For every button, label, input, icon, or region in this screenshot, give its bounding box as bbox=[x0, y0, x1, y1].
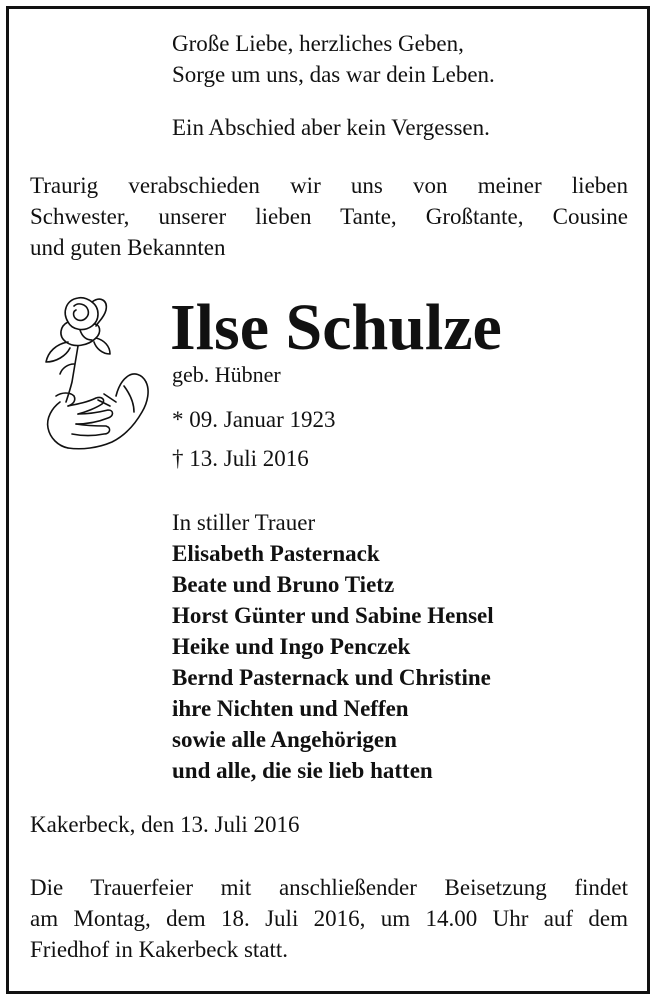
funeral-notice bbox=[30, 872, 628, 965]
maiden-name: geb. Hübner bbox=[172, 362, 281, 387]
mourner-name: ihre Nichten und Neffen bbox=[172, 696, 409, 721]
birth-date: * 09. Januar 1923 bbox=[172, 407, 336, 432]
verse-line-3: Ein Abschied aber kein Vergessen. bbox=[172, 115, 490, 140]
verse-line-1: Große Liebe, herzliches Geben, bbox=[172, 31, 464, 56]
mourner-name: Elisabeth Pasternack bbox=[172, 541, 380, 566]
mourners-list bbox=[172, 507, 494, 786]
death-date: † 13. Juli 2016 bbox=[172, 446, 309, 471]
mourner-name: Horst Günter und Sabine Hensel bbox=[172, 603, 494, 628]
obituary-border bbox=[6, 6, 650, 994]
mourner-name: Beate und Bruno Tietz bbox=[172, 572, 395, 597]
mourner-name: Bernd Pasternack und Christine bbox=[172, 665, 491, 690]
funeral-line-3: Friedhof in Kakerbeck statt. bbox=[30, 937, 289, 962]
intro-line-2: Schwester, unserer lieben Tante, Großtante, Cousine bbox=[30, 204, 628, 229]
intro-line-3: und guten Bekannten bbox=[30, 235, 226, 260]
verse-line-2: Sorge um uns, das war dein Leben. bbox=[172, 62, 495, 87]
intro-text bbox=[30, 170, 628, 263]
intro-line-1: Traurig verabschieden wir uns von meiner lieben bbox=[30, 173, 628, 198]
verse bbox=[172, 28, 495, 90]
funeral-line-2: am Montag, dem 18. Juli 2016, um 14.00 Uhr auf dem bbox=[30, 906, 628, 931]
rose-in-hand-icon bbox=[38, 290, 153, 455]
mourner-name: sowie alle Angehörigen bbox=[172, 727, 397, 752]
funeral-line-1: Die Trauerfeier mit anschließender Beisetzung findet bbox=[30, 875, 628, 900]
deceased-name: Ilse Schulze bbox=[170, 291, 502, 364]
mourner-name: und alle, die sie lieb hatten bbox=[172, 758, 433, 783]
place-and-date: Kakerbeck, den 13. Juli 2016 bbox=[30, 812, 300, 837]
mourners-heading: In stiller Trauer bbox=[172, 510, 316, 535]
mourner-name: Heike und Ingo Penczek bbox=[172, 634, 411, 659]
